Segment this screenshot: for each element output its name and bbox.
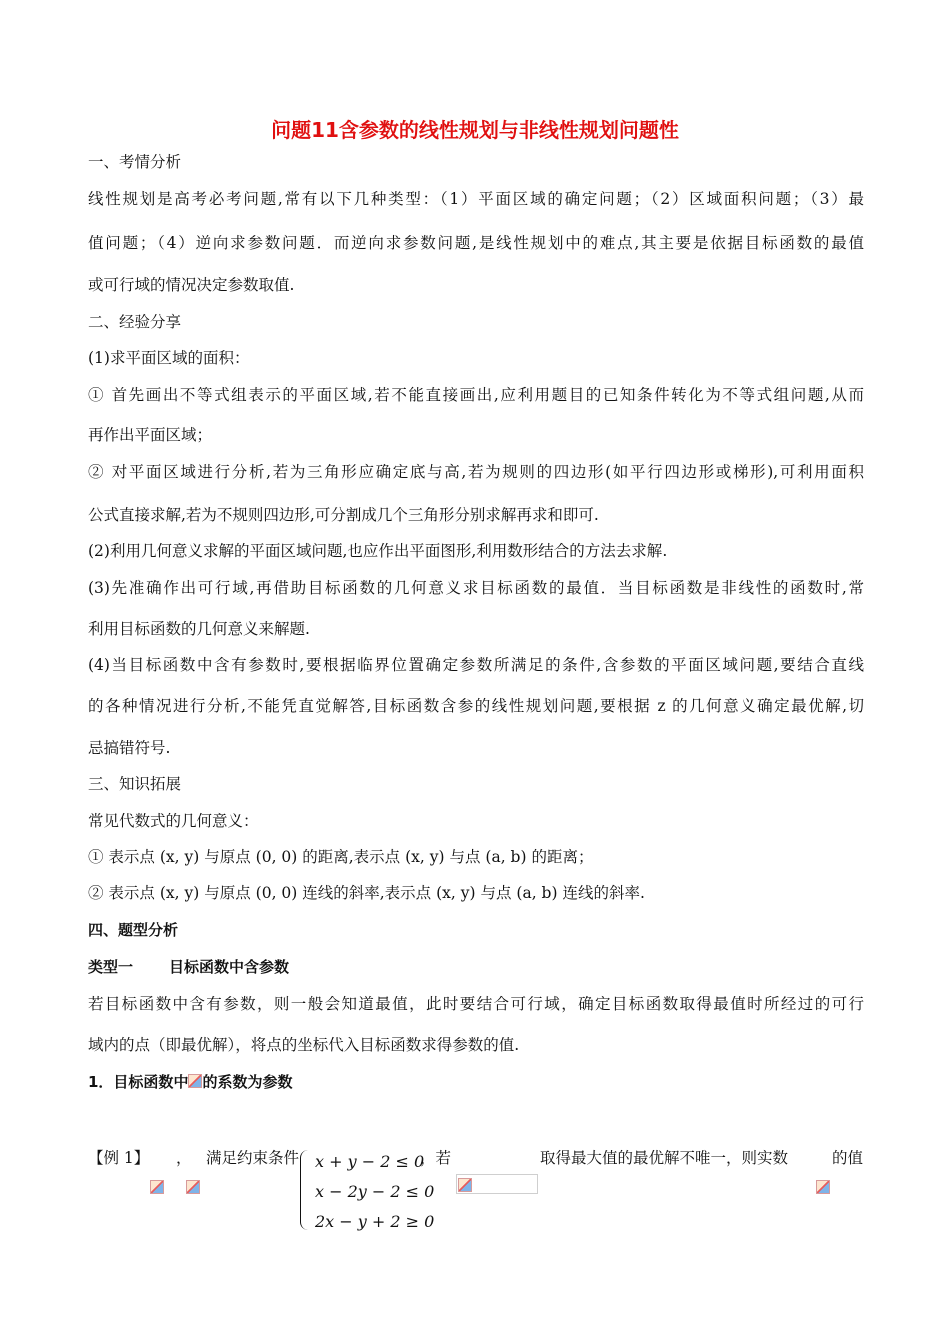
paragraph-line: 公式直接求解,若为不规则四边形,可分割成几个三角形分别求解再求和即可. [88,506,599,524]
example-text-constraint: 满足约束条件 [206,1149,300,1167]
type-heading [88,957,864,977]
example-comma: ， [176,1149,192,1167]
paragraph-line: 忌搞错符号. [88,739,171,757]
broken-image-icon [188,1074,202,1088]
paragraph-line: 或可行域的情况决定参数取值. [88,276,295,294]
paragraph-line: ① 表示点 (x, y) 与原点 (0, 0) 的距离,表示点 (x, y) 与点 (a, b) 的距离； [88,848,594,866]
paragraph-line: (2)利用几何意义求解的平面区域问题,也应作出平面图形,利用数形结合的方法去求解. [88,542,668,560]
constraint-line: x + y − 2 ≤ 0 [315,1152,425,1171]
constraint-line: x − 2y − 2 ≤ 0 [315,1182,435,1201]
type-title: 目标函数中含参数 [169,958,290,976]
paragraph-line: ① 首先画出不等式组表示的平面区域,若不能直接画出,应利用题目的已知条件转化为不等式组问题,从而 [88,386,864,404]
type-label: 类型一 [88,958,134,976]
paragraph-line: 域内的点（即最优解），将点的坐标代入目标函数求得参数的值. [88,1036,520,1054]
paragraph-line: 若目标函数中含有参数，则一般会知道最值，此时要结合可行域，确定目标函数取得最值时所经过的可行 [88,995,864,1013]
example-label: 【例 1】 [88,1149,150,1167]
paragraph-line: 常见代数式的几何意义： [88,812,259,830]
example-text-if: ，若 [420,1149,452,1167]
section-heading-knowledge: 三、知识拓展 [88,775,182,793]
section-heading-question-types: 四、题型分析 [88,921,179,939]
broken-image-icon [816,1180,830,1194]
subheading: 1．目标函数中 的系数为参数 [88,1073,293,1091]
formula-image-frame [456,1174,538,1194]
paragraph-line: 线性规划是高考必考问题,常有以下几种类型：（1）平面区域的确定问题；（2）区域面积问题；（3）最 [88,190,864,208]
paragraph-line: 值问题；（4）逆向求参数问题．而逆向求参数问题,是线性规划中的难点,其主要是依据目标函数的最值 [88,234,864,252]
paragraph-line: 利用目标函数的几何意义来解题. [88,620,310,638]
constraint-brace [300,1150,311,1230]
paragraph-line: ② 对平面区域进行分析,若为三角形应确定底与高,若为规则的四边形(如平行四边形或梯形),可利用面积 [88,463,864,481]
broken-image-icon [150,1180,164,1194]
section-heading-experience: 二、经验分享 [88,313,182,331]
example-text-value: 的值 [832,1149,864,1167]
paragraph-line: ② 表示点 (x, y) 与原点 (0, 0) 连线的斜率,表示点 (x, y) 与点 (a, b) 连线的斜率. [88,884,645,902]
example-text-max: 取得最大值的最优解不唯一，则实数 [540,1149,789,1167]
paragraph-line: (4)当目标函数中含有参数时,要根据临界位置确定参数所满足的条件,含参数的平面区域问题,要结合直线 [88,656,864,674]
paragraph-line: (1)求平面区域的面积： [88,349,250,367]
paragraph-line: 的各种情况进行分析,不能凭直觉解答,目标函数含参的线性规划问题,要根据 z 的几何意义确定最优解,切 [88,697,864,715]
paragraph-line: 再作出平面区域； [88,426,213,444]
document-title: 问题11含参数的线性规划与非线性规划问题性 [271,118,679,142]
constraint-line: 2x − y + 2 ≥ 0 [315,1212,435,1231]
section-heading-analysis: 一、考情分析 [88,153,182,171]
paragraph-line: (3)先准确作出可行域,再借助目标函数的几何意义求目标函数的最值．当目标函数是非线性的函数时,常 [88,579,864,597]
broken-image-icon [186,1180,200,1194]
